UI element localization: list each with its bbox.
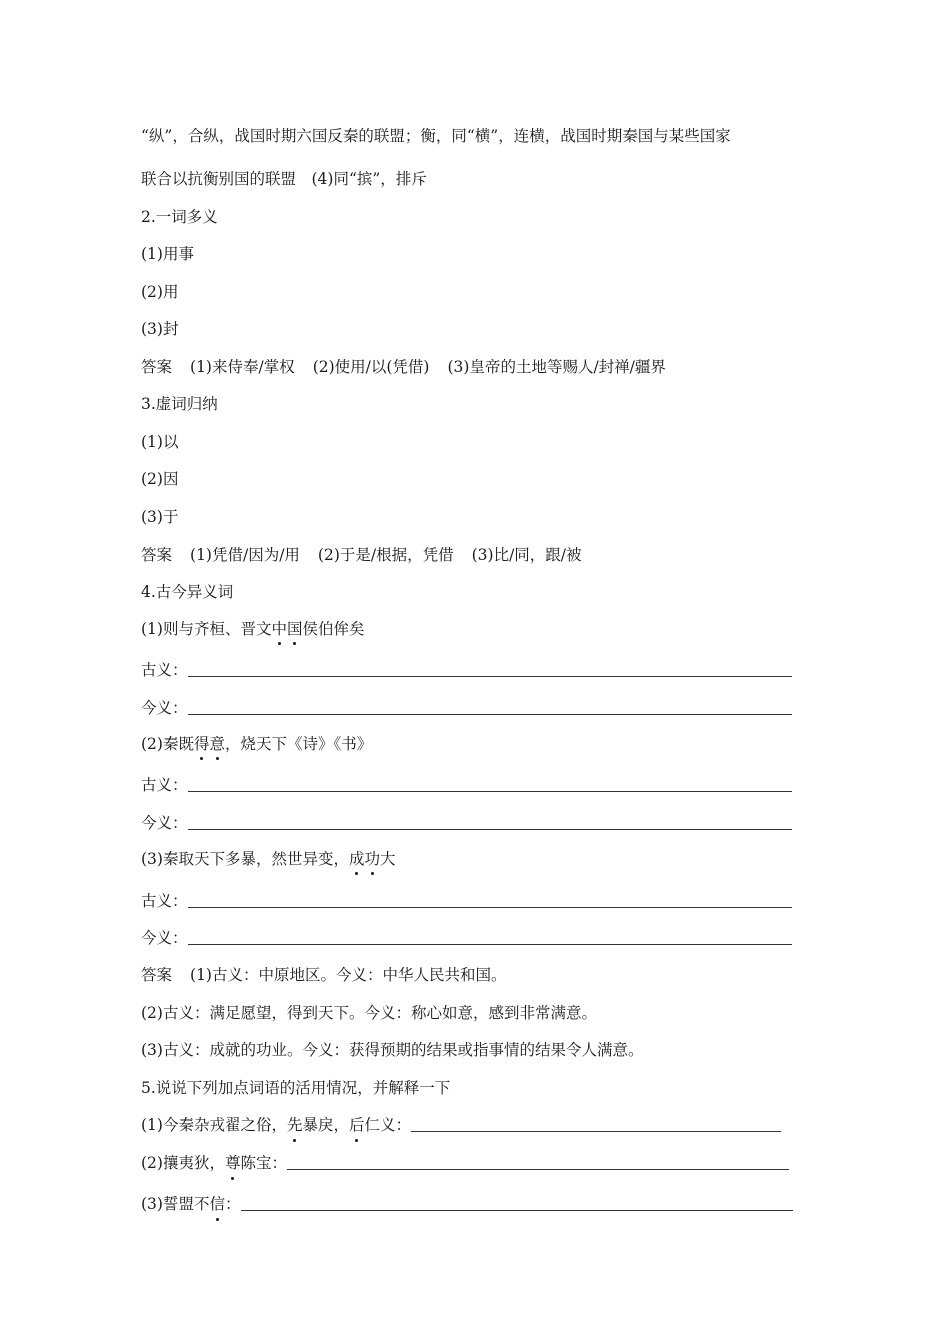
sentence-text: (1)今秦杂戎翟之俗， [141, 1116, 287, 1134]
answer-blank[interactable] [287, 1169, 789, 1170]
modern-label: 今义： [141, 929, 188, 947]
answer-blank[interactable] [188, 829, 792, 830]
section-heading-ancient-modern: 4.古今异义词 [141, 583, 234, 601]
tongjia-continued-line-1: “纵”，合纵，战国时期六国反秦的联盟；衡，同“横”，连横，战国时期秦国与某些国家 [141, 127, 731, 145]
sentence-text: ，烧天下《诗》《书》 [225, 735, 373, 753]
answer-blank[interactable] [411, 1131, 781, 1132]
answer-blank[interactable] [188, 676, 792, 677]
dotted-char: 后 [349, 1116, 365, 1134]
answer-blank[interactable] [188, 714, 792, 715]
answer-blank[interactable] [188, 791, 792, 792]
modern-label: 今义： [141, 814, 188, 832]
ancient-label: 古义： [141, 776, 188, 794]
function-word-item-3: (3)于 [141, 508, 179, 526]
usage-question-1 [141, 1115, 781, 1135]
ancient-modern-answer-3: (3)古义：成就的功业。今义：获得预期的结果或指事情的结果令人满意。 [141, 1041, 644, 1059]
q3-ancient-meaning-line [141, 891, 792, 911]
sentence-text: 暴戾， [302, 1116, 349, 1134]
answer-part: (1)凭借/因为/用 [190, 546, 300, 564]
ancient-label: 古义： [141, 892, 188, 910]
answer-label: 答案 [141, 546, 173, 564]
ancient-label: 古义： [141, 661, 188, 679]
sentence-text: (2)秦既 [141, 735, 194, 753]
polysemy-item-2: (2)用 [141, 283, 179, 301]
dotted-char: 成 [348, 850, 365, 868]
ancient-modern-question-1 [141, 619, 365, 639]
dotted-char: 意 [209, 735, 225, 753]
function-word-item-1: (1)以 [141, 433, 179, 451]
function-words-answer [141, 545, 582, 565]
tongjia-continued-line-2: 联合以抗衡别国的联盟 (4)同“摈”，排斥 [141, 170, 427, 188]
sentence-text: (3)秦取天下多暴，然世异变， [141, 850, 349, 868]
ancient-modern-question-2 [141, 734, 372, 754]
dotted-char: 功 [364, 850, 380, 868]
ancient-modern-answer-1 [141, 965, 506, 985]
q2-ancient-meaning-line [141, 775, 792, 795]
answer-label: 答案 [141, 966, 173, 984]
section-heading-polysemy: 2.一词多义 [141, 208, 218, 226]
sentence-text: 仁义： [364, 1116, 412, 1134]
sentence-text: 侯伯侔矣 [302, 620, 365, 638]
answer-part: (3)比/同，跟/被 [471, 546, 582, 564]
sentence-text: (1)则与齐桓、晋文 [141, 620, 272, 638]
sentence-text: ： [224, 1195, 241, 1213]
ancient-modern-answer-2: (2)古义：满足愿望，得到天下。今义：称心如意，感到非常满意。 [141, 1004, 597, 1022]
usage-question-3 [141, 1194, 793, 1214]
section-heading-function-words: 3.虚词归纳 [141, 395, 218, 413]
q1-ancient-meaning-line [141, 660, 792, 680]
dotted-char: 中 [271, 620, 287, 638]
answer-part: (2)使用/以(凭借) [312, 358, 430, 376]
q2-modern-meaning-line [141, 813, 792, 833]
dotted-char: 信 [209, 1195, 225, 1213]
answer-part: (1)来侍奉/掌权 [190, 358, 295, 376]
answer-label: 答案 [141, 358, 173, 376]
dotted-char: 国 [286, 620, 303, 638]
sentence-text: 大 [380, 850, 396, 868]
usage-question-2 [141, 1153, 789, 1173]
sentence-text: (3)誓盟不 [141, 1195, 210, 1213]
dotted-char: 先 [286, 1116, 303, 1134]
polysemy-item-1: (1)用事 [141, 245, 194, 263]
answer-blank[interactable] [241, 1210, 793, 1211]
sentence-text: 陈宝： [240, 1154, 287, 1172]
answer-blank[interactable] [188, 907, 792, 908]
dotted-char: 得 [193, 735, 210, 753]
answer-part: (3)皇帝的土地等赐人/封禅/疆界 [447, 358, 666, 376]
section-heading-usage: 5.说说下列加点词语的活用情况，并解释一下 [141, 1079, 451, 1097]
answer-part: (1)古义：中原地区。今义：中华人民共和国。 [190, 966, 507, 984]
q3-modern-meaning-line [141, 928, 792, 948]
answer-blank[interactable] [188, 944, 792, 945]
dotted-char: 尊 [224, 1154, 241, 1172]
modern-label: 今义： [141, 699, 188, 717]
polysemy-answer [141, 357, 666, 377]
function-word-item-2: (2)因 [141, 470, 179, 488]
answer-part: (2)于是/根据，凭借 [317, 546, 454, 564]
polysemy-item-3: (3)封 [141, 320, 179, 338]
q1-modern-meaning-line [141, 698, 792, 718]
sentence-text: (2)攘夷狄， [141, 1154, 225, 1172]
ancient-modern-question-3 [141, 849, 396, 869]
